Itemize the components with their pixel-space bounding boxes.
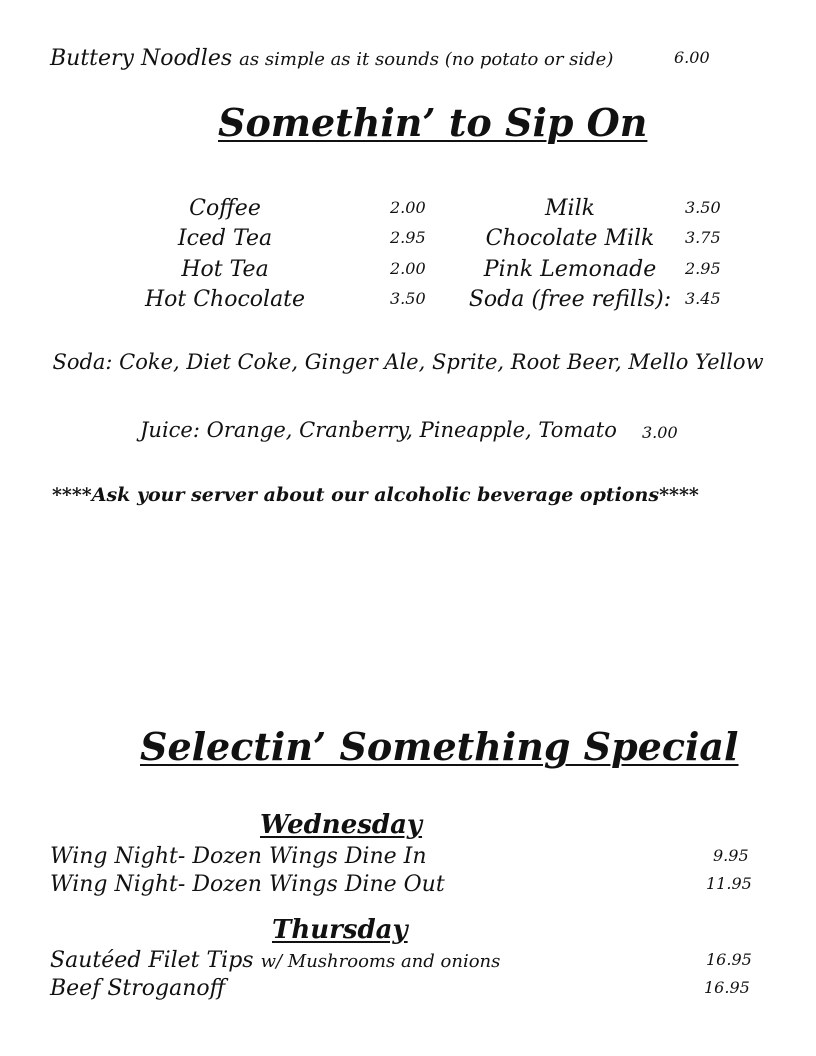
- drink-price-soda: 3.45: [685, 289, 721, 308]
- drink-price-iced-tea: 2.95: [390, 228, 426, 247]
- special-price-wing-dine-out: 11.95: [706, 874, 752, 893]
- special-price-filet-tips: 16.95: [706, 950, 752, 969]
- item-name: Buttery Noodles: [50, 46, 233, 71]
- drink-name-pink-lemonade: Pink Lemonade: [483, 257, 657, 282]
- alcohol-note: ****Ask your server about our alcoholic beverage options****: [52, 484, 699, 506]
- drink-name-milk: Milk: [545, 196, 595, 221]
- special-price-beef-stroganoff: 16.95: [704, 978, 750, 997]
- drink-name-soda: Soda (free refills):: [468, 287, 672, 312]
- drink-name-coffee: Coffee: [189, 196, 261, 221]
- special-item-wing-dine-out: Wing Night- Dozen Wings Dine Out: [50, 872, 445, 897]
- drink-name-hot-chocolate: Hot Chocolate: [144, 287, 306, 312]
- special-item-description: w/ Mushrooms and onions: [260, 951, 501, 972]
- section-title-drinks: Somethin’ to Sip On: [218, 100, 648, 145]
- day-title-wednesday: Wednesday: [260, 810, 423, 840]
- special-price-wing-dine-in: 9.95: [713, 846, 749, 865]
- drink-price-pink-lemonade: 2.95: [685, 259, 721, 278]
- drink-price-milk: 3.50: [685, 198, 721, 217]
- special-item-beef-stroganoff: Beef Stroganoff: [50, 976, 226, 1001]
- special-item-wing-dine-in: Wing Night- Dozen Wings Dine In: [50, 844, 427, 869]
- special-item-name: Sautéed Filet Tips: [50, 948, 254, 973]
- drink-price-chocolate-milk: 3.75: [685, 228, 721, 247]
- menu-item-buttery-noodles: [50, 46, 613, 71]
- drink-name-iced-tea: Iced Tea: [177, 226, 273, 251]
- day-title-thursday: Thursday: [272, 915, 408, 945]
- juice-options-line: Juice: Orange, Cranberry, Pineapple, Tomato: [140, 418, 617, 442]
- special-item-filet-tips: [50, 948, 500, 973]
- item-price: 6.00: [674, 48, 710, 67]
- drink-name-hot-tea: Hot Tea: [181, 257, 269, 282]
- drink-price-hot-tea: 2.00: [390, 259, 426, 278]
- drink-price-hot-chocolate: 3.50: [390, 289, 426, 308]
- drink-name-chocolate-milk: Chocolate Milk: [485, 226, 655, 251]
- drink-price-coffee: 2.00: [390, 198, 426, 217]
- section-title-specials: Selectin’ Something Special: [140, 724, 739, 769]
- juice-price: 3.00: [642, 423, 678, 442]
- soda-options-line: Soda: Coke, Diet Coke, Ginger Ale, Sprite, Root Beer, Mello Yellow: [52, 350, 764, 374]
- item-description: as simple as it sounds (no potato or side): [239, 49, 614, 70]
